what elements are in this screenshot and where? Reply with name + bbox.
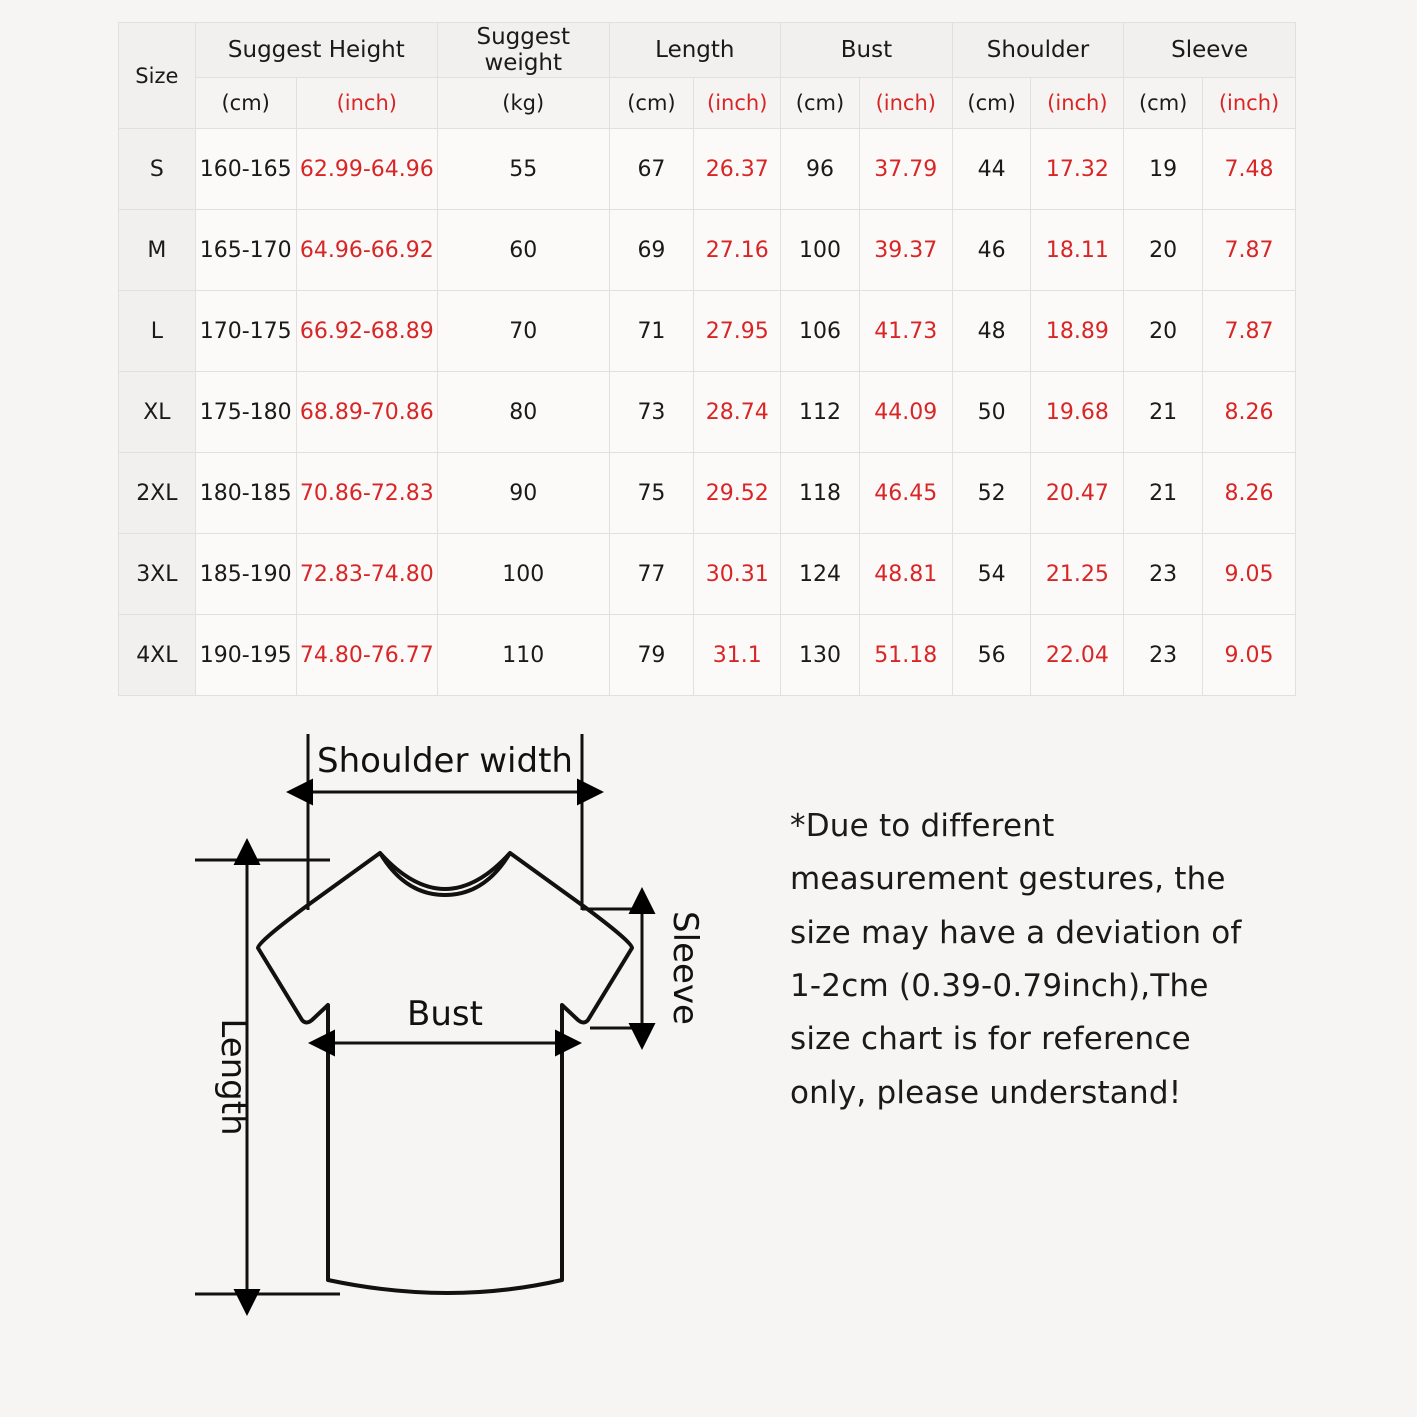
header-unit-sleeve-cm: (cm) (1124, 78, 1203, 129)
header-suggest-weight: Suggest weight (437, 23, 609, 78)
table-row (119, 129, 1296, 210)
table-row (119, 291, 1296, 372)
cell-shoulder-inch: 17.32 (1031, 129, 1124, 210)
cell-bust-inch: 41.73 (859, 291, 952, 372)
cell-sleeve-inch: 7.87 (1203, 210, 1296, 291)
cell-sleeve-cm: 21 (1124, 372, 1203, 453)
cell-shoulder-inch: 21.25 (1031, 534, 1124, 615)
cell-bust-cm: 118 (781, 453, 860, 534)
cell-height-inch: 70.86-72.83 (296, 453, 437, 534)
header-unit-bust-inch: (inch) (859, 78, 952, 129)
cell-size: 4XL (119, 615, 196, 696)
cell-sleeve-cm: 21 (1124, 453, 1203, 534)
table-header-row-groups (119, 23, 1296, 78)
cell-size: M (119, 210, 196, 291)
cell-bust-inch: 48.81 (859, 534, 952, 615)
header-unit-length-inch: (inch) (694, 78, 781, 129)
cell-length-inch: 29.52 (694, 453, 781, 534)
cell-weight-kg: 110 (437, 615, 609, 696)
cell-height-cm: 165-170 (195, 210, 296, 291)
cell-length-cm: 67 (609, 129, 694, 210)
cell-length-cm: 73 (609, 372, 694, 453)
cell-size: XL (119, 372, 196, 453)
cell-sleeve-cm: 23 (1124, 534, 1203, 615)
cell-weight-kg: 55 (437, 129, 609, 210)
header-size: Size (119, 23, 196, 129)
cell-length-cm: 69 (609, 210, 694, 291)
cell-bust-cm: 100 (781, 210, 860, 291)
header-suggest-height: Suggest Height (195, 23, 437, 78)
cell-bust-cm: 106 (781, 291, 860, 372)
table-body (119, 129, 1296, 696)
cell-height-inch: 68.89-70.86 (296, 372, 437, 453)
cell-shoulder-inch: 20.47 (1031, 453, 1124, 534)
cell-weight-kg: 100 (437, 534, 609, 615)
table-row (119, 453, 1296, 534)
cell-height-cm: 190-195 (195, 615, 296, 696)
cell-sleeve-inch: 8.26 (1203, 453, 1296, 534)
cell-shoulder-cm: 54 (952, 534, 1031, 615)
cell-shoulder-cm: 52 (952, 453, 1031, 534)
cell-bust-inch: 44.09 (859, 372, 952, 453)
measurement-disclaimer (790, 800, 1260, 1120)
cell-bust-inch: 37.79 (859, 129, 952, 210)
cell-shoulder-inch: 19.68 (1031, 372, 1124, 453)
cell-sleeve-cm: 23 (1124, 615, 1203, 696)
header-length: Length (609, 23, 781, 78)
cell-sleeve-inch: 9.05 (1203, 615, 1296, 696)
size-chart-table-container (118, 22, 1296, 696)
cell-length-inch: 27.16 (694, 210, 781, 291)
cell-height-cm: 175-180 (195, 372, 296, 453)
cell-weight-kg: 60 (437, 210, 609, 291)
cell-bust-inch: 46.45 (859, 453, 952, 534)
table-row (119, 534, 1296, 615)
cell-shoulder-inch: 18.89 (1031, 291, 1124, 372)
shoulder-width-label: Shoulder width (317, 741, 573, 781)
cell-length-inch: 28.74 (694, 372, 781, 453)
cell-sleeve-cm: 20 (1124, 210, 1203, 291)
tshirt-outline (258, 853, 632, 1293)
cell-length-cm: 71 (609, 291, 694, 372)
table-header (119, 23, 1296, 129)
table-header-row-units (119, 78, 1296, 129)
tshirt-diagram-svg (150, 720, 750, 1360)
cell-bust-inch: 51.18 (859, 615, 952, 696)
cell-length-cm: 77 (609, 534, 694, 615)
cell-height-inch: 62.99-64.96 (296, 129, 437, 210)
table-row (119, 372, 1296, 453)
cell-length-inch: 31.1 (694, 615, 781, 696)
cell-shoulder-cm: 44 (952, 129, 1031, 210)
cell-sleeve-inch: 7.48 (1203, 129, 1296, 210)
header-unit-height-inch: (inch) (296, 78, 437, 129)
header-unit-length-cm: (cm) (609, 78, 694, 129)
cell-shoulder-cm: 46 (952, 210, 1031, 291)
table-row (119, 210, 1296, 291)
cell-length-cm: 75 (609, 453, 694, 534)
cell-height-cm: 160-165 (195, 129, 296, 210)
size-chart-table (118, 22, 1296, 696)
disclaimer-text: *Due to different measurement gestures, the size may have a deviation of 1-2cm (0.39-0.79inch),The size chart is for reference only, please understand! (790, 808, 1242, 1111)
bust-label: Bust (407, 994, 483, 1034)
cell-shoulder-cm: 56 (952, 615, 1031, 696)
header-shoulder: Shoulder (952, 23, 1124, 78)
header-unit-shoulder-inch: (inch) (1031, 78, 1124, 129)
table-row (119, 615, 1296, 696)
cell-size: S (119, 129, 196, 210)
header-unit-shoulder-cm: (cm) (952, 78, 1031, 129)
cell-bust-cm: 130 (781, 615, 860, 696)
cell-length-inch: 26.37 (694, 129, 781, 210)
cell-sleeve-inch: 7.87 (1203, 291, 1296, 372)
cell-length-cm: 79 (609, 615, 694, 696)
measurement-guide-section (0, 720, 1417, 1417)
cell-height-cm: 185-190 (195, 534, 296, 615)
cell-sleeve-cm: 20 (1124, 291, 1203, 372)
cell-size: L (119, 291, 196, 372)
cell-shoulder-inch: 22.04 (1031, 615, 1124, 696)
sleeve-label: Sleeve (665, 911, 705, 1025)
cell-bust-cm: 112 (781, 372, 860, 453)
cell-bust-inch: 39.37 (859, 210, 952, 291)
cell-weight-kg: 70 (437, 291, 609, 372)
cell-size: 2XL (119, 453, 196, 534)
header-unit-weight-kg: (kg) (437, 78, 609, 129)
header-bust: Bust (781, 23, 953, 78)
cell-sleeve-cm: 19 (1124, 129, 1203, 210)
cell-length-inch: 30.31 (694, 534, 781, 615)
cell-length-inch: 27.95 (694, 291, 781, 372)
cell-sleeve-inch: 9.05 (1203, 534, 1296, 615)
header-unit-sleeve-inch: (inch) (1203, 78, 1296, 129)
cell-shoulder-cm: 48 (952, 291, 1031, 372)
header-unit-height-cm: (cm) (195, 78, 296, 129)
cell-sleeve-inch: 8.26 (1203, 372, 1296, 453)
cell-weight-kg: 90 (437, 453, 609, 534)
header-unit-bust-cm: (cm) (781, 78, 860, 129)
length-label: Length (213, 1018, 253, 1136)
cell-size: 3XL (119, 534, 196, 615)
cell-bust-cm: 124 (781, 534, 860, 615)
header-sleeve: Sleeve (1124, 23, 1296, 78)
cell-shoulder-cm: 50 (952, 372, 1031, 453)
cell-bust-cm: 96 (781, 129, 860, 210)
cell-height-inch: 66.92-68.89 (296, 291, 437, 372)
cell-weight-kg: 80 (437, 372, 609, 453)
cell-height-cm: 180-185 (195, 453, 296, 534)
cell-height-inch: 74.80-76.77 (296, 615, 437, 696)
cell-height-inch: 64.96-66.92 (296, 210, 437, 291)
cell-shoulder-inch: 18.11 (1031, 210, 1124, 291)
tshirt-measurement-diagram (150, 720, 750, 1360)
cell-height-inch: 72.83-74.80 (296, 534, 437, 615)
cell-height-cm: 170-175 (195, 291, 296, 372)
